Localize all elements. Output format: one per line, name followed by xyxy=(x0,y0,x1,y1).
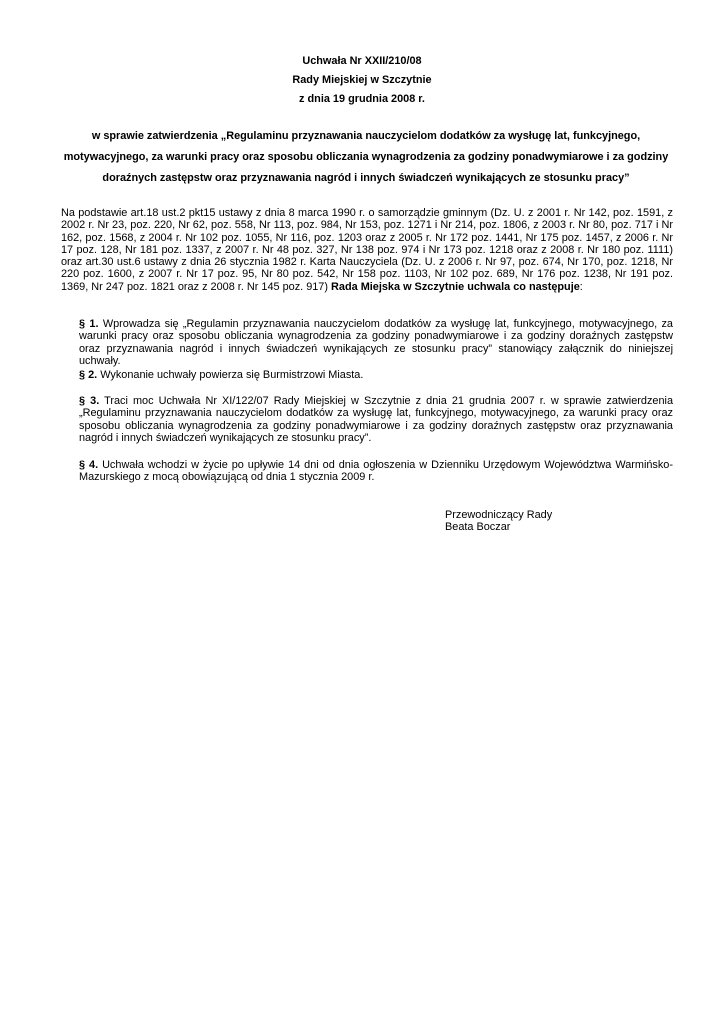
council-resolves-text: Rada Miejska w Szczytnie uchwala co następuje xyxy=(331,280,580,293)
resolution-date: z dnia 19 grudnia 2008 r. xyxy=(299,93,425,105)
section-3 xyxy=(61,395,673,444)
section-text: Wprowadza się „Regulamin przyznawania nauczycielom dodatków za wysługę lat, funkcyjnego, motywacyjnego, za warunki pracy oraz sposobu obliczania wynagrodzenia za godziny ponadwymiarowe i za godziny doraźnych zastępstw oraz przyznawania nagród i innych świadczeń wynikających ze stosunku pracy” stanowiący załącznik do niniejszej uchwały. xyxy=(79,318,673,367)
section-mark: § 4. xyxy=(79,459,99,471)
legal-basis-paragraph xyxy=(61,207,673,293)
section-text: Wykonanie uchwały powierza się Burmistrzowi Miasta. xyxy=(97,369,364,381)
section-mark: § 1. xyxy=(79,318,99,330)
section-2 xyxy=(61,369,673,381)
title-line: w sprawie zatwierdzenia „Regulaminu przyznawania nauczycielom dodatków za wysługę lat, funkcyjnego, xyxy=(91,130,641,142)
title-line: doraźnych zastępstw oraz przyznawania nagród i innych świadczeń wynikających ze stosunku pracy” xyxy=(102,172,630,184)
signature-name: Beata Boczar xyxy=(445,521,511,533)
section-text: Traci moc Uchwała Nr XI/122/07 Rady Miejskiej w Szczytnie z dnia 21 grudnia 2007 r. w sprawie zatwierdzenia „Regulaminu przyznawania nauczycielom dodatków za wysługę lat, funkcyjnego, motywacyjnego, za warunki pracy oraz sposobu obliczania wynagrodzenia za godziny ponadwymiarowe i za godziny doraźnych zastępstw oraz przyznawania nagród i innych świadczeń wynikających ze stosunku pracy”. xyxy=(79,395,673,444)
section-4 xyxy=(61,459,673,484)
resolution-number: Uchwała Nr XXII/210/08 xyxy=(302,55,422,67)
section-mark: § 3. xyxy=(79,395,100,407)
resolution-title xyxy=(60,126,672,189)
colon: : xyxy=(579,280,583,293)
council-name: Rady Miejskiej w Szczytnie xyxy=(292,74,432,86)
section-1 xyxy=(61,318,673,367)
legal-basis-text: Na podstawie art.18 ust.2 pkt15 ustawy z dnia 8 marca 1990 r. o samorządzie gminnym (Dz. U. z 2001 r. Nr 142, poz. 1591, z 2002 r. Nr 23, poz. 220, Nr 62, poz. 558, Nr 113, poz. 984, Nr 153, poz. 1271 i Nr 214, poz. 1806, z 2003 r. Nr 80, poz. 717 i Nr 162, poz. 1568, z 2004 r. Nr 102 poz. 1055, Nr 116, poz. 1203 oraz z 2005 r. Nr 172 poz. 1441, Nr 175 poz. 1457, z 2006 r. Nr 17 poz. 128, Nr 181 poz. 1337, z 2007 r. Nr 48 poz. 327, Nr 138 poz. 974 i Nr 173 poz. 1218 oraz z 2008 r. Nr 180 poz. 1111) oraz art.30 ust.6 ustawy z dnia 26 stycznia 1982 r. Karta Nauczyciela (Dz. U. z 2006 r. Nr 97, poz. 674, Nr 170, poz. 1218, Nr 220 poz. 1600, z 2007 r. Nr 17 poz. 95, Nr 80 poz. 542, Nr 158 poz. 1103, Nr 102 poz. 689, Nr 176 poz. 1238, Nr 191 poz. 1369, Nr 247 poz. 1821 oraz z 2008 r. Nr 145 poz. 917) xyxy=(61,207,673,293)
section-mark: § 2. xyxy=(79,369,98,381)
title-line: motywacyjnego, za warunki pracy oraz sposobu obliczania wynagrodzenia za godziny ponadwymiarowe i za godziny xyxy=(63,151,669,163)
section-text: Uchwała wchodzi w życie po upływie 14 dni od dnia ogłoszenia w Dzienniku Urzędowym Województwa Warmińsko-Mazurskiego z mocą obowiązującą od dnia 1 stycznia 2009 r. xyxy=(79,459,673,484)
signature-role: Przewodniczący Rady xyxy=(445,509,553,521)
